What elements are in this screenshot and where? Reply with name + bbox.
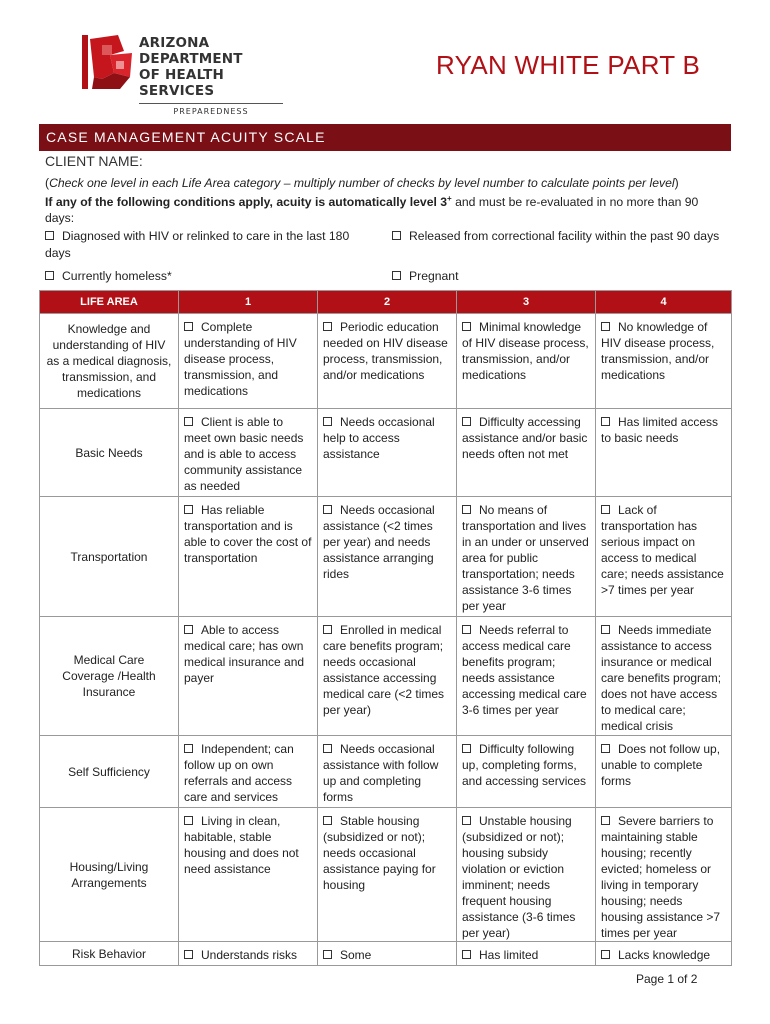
col-header-level-4: 4 (596, 291, 732, 314)
level-cell[interactable] (457, 942, 596, 966)
life-area-cell: Medical Care Coverage /Health Insurance (40, 617, 179, 736)
logo-line-3: PREPAREDNESS (173, 107, 249, 116)
level-text: Some (340, 948, 372, 962)
condition-item[interactable] (45, 228, 375, 262)
condition-label: Released from correctional facility within the past 90 days (409, 229, 720, 243)
checkbox-icon[interactable] (392, 231, 401, 240)
level-text: Independent; can follow up on own referrals and access care and services (184, 742, 294, 804)
checkbox-icon[interactable] (601, 505, 610, 514)
checkbox-icon[interactable] (184, 816, 193, 825)
checkbox-icon[interactable] (601, 816, 610, 825)
page-number: Page 1 of 2 (636, 972, 698, 986)
life-area-cell: Basic Needs (40, 409, 179, 497)
adhs-logo-mark-icon (80, 33, 134, 91)
level-text: Needs occasional help to access assistance (323, 415, 435, 461)
level-text: Lacks knowledge (618, 948, 711, 962)
instructions-sup: + (447, 194, 452, 203)
level-text: Has limited (479, 948, 539, 962)
level-cell[interactable] (457, 497, 596, 617)
level-text: Minimal knowledge of HIV disease process, transmission, and/or medications (462, 320, 589, 382)
checkbox-icon[interactable] (184, 505, 193, 514)
checkbox-icon[interactable] (184, 950, 193, 959)
level-text: Stable housing (subsidized or not); needs occasional assistance paying for housing (323, 814, 436, 892)
checkbox-icon[interactable] (45, 271, 54, 280)
instructions-rest: and must be re-evaluated in no more than 90 days: (45, 195, 699, 226)
level-text: Severe barriers to maintaining stable housing; recently evicted; homeless or living in temporary housing; needs housing assistance >7 times per year (601, 814, 721, 940)
condition-item[interactable] (45, 268, 375, 285)
level-cell[interactable] (179, 497, 318, 617)
level-text: Periodic education needed on HIV disease process, transmission, and/or medications (323, 320, 448, 382)
level-text: Client is able to meet own basic needs and is able to access community assistance as needed (184, 415, 304, 493)
col-header-life-area: LIFE AREA (40, 291, 179, 314)
checkbox-icon[interactable] (323, 417, 332, 426)
level-text: Difficulty following up, completing forms, and accessing services (462, 742, 587, 788)
level-cell[interactable] (318, 736, 457, 808)
checkbox-icon[interactable] (462, 417, 471, 426)
level-text: Unstable housing (subsidized or not); housing subsidy violation or eviction imminent; needs frequent housing assistance (3-6 times per year) (462, 814, 576, 940)
client-name-label: CLIENT NAME: (45, 153, 143, 169)
checkbox-icon[interactable] (601, 417, 610, 426)
logo-line-2: OF HEALTH SERVICES (139, 67, 225, 99)
level-cell[interactable] (318, 497, 457, 617)
level-text: Does not follow up, unable to complete forms (601, 742, 721, 788)
checkbox-icon[interactable] (392, 271, 401, 280)
section-header-bar (39, 124, 731, 151)
level-text: Needs occasional assistance with follow up and completing forms (323, 742, 439, 804)
condition-item[interactable] (392, 268, 722, 285)
checkbox-icon[interactable] (462, 950, 471, 959)
level-text: Needs occasional assistance (<2 times per year) and needs assistance arranging rides (323, 503, 435, 581)
col-header-level-2: 2 (318, 291, 457, 314)
level-text: Lack of transportation has serious impact on access to medical care; needs assistance >7 times per year (601, 503, 724, 597)
checkbox-icon[interactable] (323, 744, 332, 753)
instructions-bold (45, 195, 452, 209)
life-area-cell: Transportation (40, 497, 179, 617)
level-text: No means of transportation and lives in an under or unserved area for public transportation; needs assistance 3-6 times per year (462, 503, 589, 613)
checkbox-icon[interactable] (462, 816, 471, 825)
level-cell[interactable] (179, 617, 318, 736)
checkbox-icon[interactable] (323, 322, 332, 331)
level-text: Living in clean, habitable, stable housing and does not need assistance (184, 814, 299, 876)
level-cell[interactable] (179, 409, 318, 497)
level-cell[interactable] (457, 617, 596, 736)
table-row (40, 736, 732, 808)
checkbox-icon[interactable] (462, 505, 471, 514)
col-header-level-3: 3 (457, 291, 596, 314)
section-title: CASE MANAGEMENT ACUITY SCALE (46, 129, 326, 145)
life-area-cell: Self Sufficiency (40, 736, 179, 808)
checkbox-icon[interactable] (184, 744, 193, 753)
level-text: Needs immediate assistance to access insurance or medical care benefits program; does not have access to medical care; medical crisis (601, 623, 722, 733)
adhs-logo (80, 33, 285, 116)
checkbox-icon[interactable] (184, 625, 193, 634)
document-title: RYAN WHITE PART B (436, 50, 701, 80)
level-cell[interactable] (457, 409, 596, 497)
level-cell[interactable] (179, 736, 318, 808)
table-row (40, 497, 732, 617)
checkbox-icon[interactable] (323, 816, 332, 825)
logo-divider (139, 103, 283, 104)
level-cell[interactable] (596, 736, 732, 808)
checkbox-icon[interactable] (323, 950, 332, 959)
instructions-paren-open: ( (45, 176, 50, 190)
table-header-row (40, 291, 732, 314)
logo-wordmark (139, 35, 285, 116)
level-cell[interactable] (596, 808, 732, 942)
instructions-paren-close: ) (674, 176, 679, 190)
checkbox-icon[interactable] (462, 744, 471, 753)
level-cell[interactable] (318, 617, 457, 736)
life-area-cell: Knowledge and understanding of HIV as a medical diagnosis, transmission, and medications (40, 314, 179, 409)
level-cell[interactable] (596, 617, 732, 736)
checkbox-icon[interactable] (184, 417, 193, 426)
level-text: Complete understanding of HIV disease process, transmission, and medications (184, 320, 297, 398)
col-header-level-1: 1 (179, 291, 318, 314)
logo-line-1: ARIZONA DEPARTMENT (139, 35, 243, 67)
condition-label: Currently homeless* (62, 269, 172, 283)
level-cell[interactable] (457, 808, 596, 942)
level-cell[interactable] (596, 497, 732, 617)
life-area-cell: Risk Behavior (40, 942, 179, 966)
level-cell[interactable] (596, 314, 732, 409)
checkbox-icon[interactable] (462, 625, 471, 634)
level-cell[interactable] (318, 314, 457, 409)
level-cell[interactable] (318, 942, 457, 966)
level-cell[interactable] (318, 808, 457, 942)
table-row (40, 617, 732, 736)
checkbox-icon[interactable] (601, 950, 610, 959)
level-text: Difficulty accessing assistance and/or basic needs often not met (462, 415, 588, 461)
checkbox-icon[interactable] (462, 322, 471, 331)
checkbox-icon[interactable] (323, 505, 332, 514)
acuity-table (39, 290, 732, 966)
table-row (40, 808, 732, 942)
condition-label: Pregnant (409, 269, 459, 283)
table-row (40, 314, 732, 409)
instructions-italic: Check one level in each Life Area category – multiply number of checks by level number to calculate points per level (49, 176, 675, 190)
level-text: Enrolled in medical care benefits program; needs occasional assistance accessing medical care (<2 times per year) (323, 623, 445, 717)
checkbox-icon[interactable] (45, 231, 54, 240)
level-cell[interactable] (179, 942, 318, 966)
level-cell[interactable] (457, 736, 596, 808)
checkbox-icon[interactable] (323, 625, 332, 634)
instructions-bold-text: If any of the following conditions apply, acuity is automatically level 3 (45, 195, 448, 210)
condition-label: Diagnosed with HIV or relinked to care in the last 180 days (45, 229, 350, 260)
level-cell[interactable] (596, 942, 732, 966)
level-text: Has limited access to basic needs (601, 415, 719, 445)
life-area-cell: Housing/Living Arrangements (40, 808, 179, 942)
level-text: No knowledge of HIV disease process, transmission, and/or medications (601, 320, 715, 382)
level-text: Needs referral to access medical care benefits program; needs assistance accessing medical care 3-6 times per year (462, 623, 587, 717)
level-text: Understands risks (201, 948, 298, 962)
checkbox-icon[interactable] (601, 744, 610, 753)
checkbox-icon[interactable] (184, 322, 193, 331)
level-cell[interactable] (179, 808, 318, 942)
level-text: Has reliable transportation and is able to cover the cost of transportation (184, 503, 312, 565)
condition-item[interactable] (392, 228, 722, 245)
checkbox-icon[interactable] (601, 322, 610, 331)
table-row (40, 942, 732, 966)
checkbox-icon[interactable] (601, 625, 610, 634)
table-row (40, 409, 732, 497)
level-cell[interactable] (179, 314, 318, 409)
level-cell[interactable] (457, 314, 596, 409)
level-cell[interactable] (596, 409, 732, 497)
instructions (45, 175, 725, 226)
level-cell[interactable] (318, 409, 457, 497)
level-text: Able to access medical care; has own medical insurance and payer (184, 623, 305, 685)
